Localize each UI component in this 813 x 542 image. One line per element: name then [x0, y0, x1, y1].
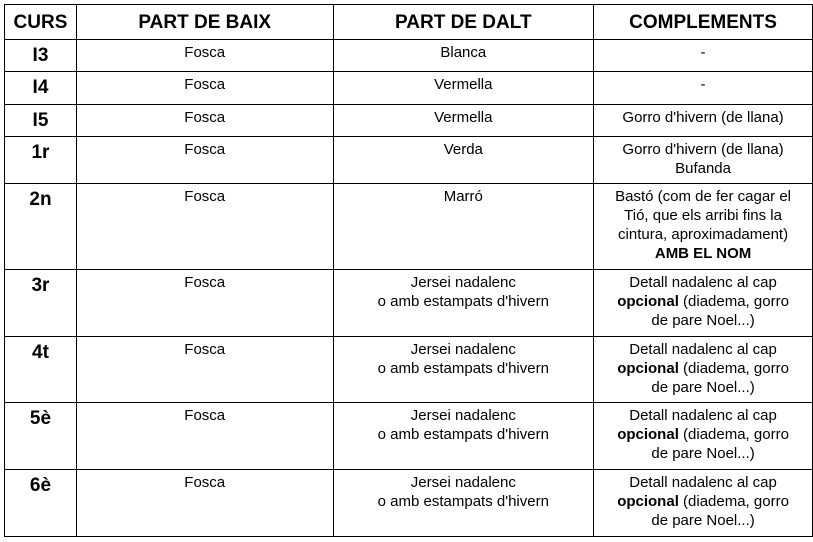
table-row	[5, 137, 813, 184]
header-curs: CURS	[5, 5, 77, 40]
cell-complements	[594, 72, 813, 105]
cell-text: Jersei nadalenc	[410, 341, 516, 358]
cell-complements	[594, 105, 813, 137]
cell-text: Verda	[443, 141, 483, 158]
table-row	[5, 105, 813, 137]
cell-text-bold	[594, 244, 812, 263]
cell-complements	[594, 184, 813, 270]
cell-text: Tió, que els arribi fins la	[624, 207, 782, 224]
cell-curs: 5è	[5, 403, 77, 470]
cell-complements	[594, 40, 813, 72]
cell-text: de pare Noel...)	[651, 312, 755, 329]
cell-part-de-dalt	[333, 184, 594, 270]
bold-text: opcional	[617, 360, 679, 377]
cell-part-de-baix: Fosca	[76, 184, 333, 270]
cell-part-de-dalt	[333, 270, 594, 337]
cell-text-mixed	[594, 292, 812, 311]
cell-curs: 2n	[5, 184, 77, 270]
cell-complements	[594, 470, 813, 537]
table-row	[5, 337, 813, 403]
cell-curs: I5	[5, 105, 77, 137]
cell-text: (diadema, gorro	[678, 493, 789, 510]
cell-curs: 3r	[5, 270, 77, 337]
table-row	[5, 270, 813, 337]
table-row	[5, 40, 813, 72]
cell-text: Vermella	[434, 109, 493, 126]
cell-text: cintura, aproximadament)	[618, 226, 789, 243]
cell-part-de-baix: Fosca	[76, 72, 333, 105]
cell-text: Detall nadalenc al cap	[629, 341, 777, 358]
cell-text: Jersei nadalenc	[410, 474, 516, 491]
bold-text: AMB EL NOM	[654, 245, 752, 262]
cell-text-mixed	[594, 359, 812, 378]
cell-text: Jersei nadalenc	[410, 274, 516, 291]
header-complements: COMPLEMENTS	[594, 5, 813, 40]
header-row	[5, 5, 813, 40]
cell-part-de-dalt	[333, 72, 594, 105]
cell-part-de-dalt	[333, 470, 594, 537]
bold-text: opcional	[617, 426, 679, 443]
cell-text-mixed	[594, 425, 812, 444]
bold-text: opcional	[617, 493, 679, 510]
cell-text: Marró	[443, 188, 483, 205]
table-row	[5, 184, 813, 270]
cell-text: -	[700, 44, 706, 61]
cell-text: (diadema, gorro	[678, 426, 789, 443]
header-part-de-baix: PART DE BAIX	[76, 5, 333, 40]
cell-curs: I4	[5, 72, 77, 105]
cell-text: (diadema, gorro	[678, 360, 789, 377]
cell-curs: 4t	[5, 337, 77, 403]
cell-text: o amb estampats d'hivern	[377, 360, 549, 377]
cell-text: (diadema, gorro	[678, 293, 789, 310]
header-part-de-dalt: PART DE DALT	[333, 5, 594, 40]
cell-text-mixed	[594, 492, 812, 511]
cell-text: o amb estampats d'hivern	[377, 493, 549, 510]
cell-text: Blanca	[440, 44, 487, 61]
cell-text: de pare Noel...)	[651, 512, 755, 529]
cell-text: Detall nadalenc al cap	[629, 274, 777, 291]
cell-text: -	[700, 76, 706, 93]
cell-text: Gorro d'hivern (de llana)	[622, 141, 784, 158]
cell-part-de-baix: Fosca	[76, 403, 333, 470]
cell-curs: I3	[5, 40, 77, 72]
table-row	[5, 72, 813, 105]
cell-part-de-dalt	[333, 337, 594, 403]
cell-part-de-baix: Fosca	[76, 270, 333, 337]
cell-complements	[594, 270, 813, 337]
cell-curs: 1r	[5, 137, 77, 184]
cell-text: Detall nadalenc al cap	[629, 474, 777, 491]
table-row	[5, 403, 813, 470]
table-row	[5, 470, 813, 537]
cell-text: Detall nadalenc al cap	[629, 407, 777, 424]
cell-curs: 6è	[5, 470, 77, 537]
cell-text: de pare Noel...)	[651, 379, 755, 396]
cell-text: o amb estampats d'hivern	[377, 293, 549, 310]
cell-part-de-dalt	[333, 40, 594, 72]
cell-part-de-dalt	[333, 105, 594, 137]
cell-complements	[594, 337, 813, 403]
cell-complements	[594, 137, 813, 184]
cell-text: o amb estampats d'hivern	[377, 426, 549, 443]
cell-text: Bastó (com de fer cagar el	[615, 188, 792, 205]
cell-part-de-dalt	[333, 403, 594, 470]
cell-text: Bufanda	[675, 160, 731, 177]
cell-part-de-baix: Fosca	[76, 470, 333, 537]
uniform-table	[4, 4, 813, 537]
cell-part-de-baix: Fosca	[76, 105, 333, 137]
cell-text: Jersei nadalenc	[410, 407, 516, 424]
cell-part-de-baix: Fosca	[76, 137, 333, 184]
cell-complements	[594, 403, 813, 470]
cell-part-de-baix: Fosca	[76, 40, 333, 72]
bold-text: opcional	[617, 293, 679, 310]
cell-text: de pare Noel...)	[651, 445, 755, 462]
cell-part-de-baix: Fosca	[76, 337, 333, 403]
cell-text: Gorro d'hivern (de llana)	[622, 109, 784, 126]
cell-part-de-dalt	[333, 137, 594, 184]
cell-text: Vermella	[434, 76, 493, 93]
